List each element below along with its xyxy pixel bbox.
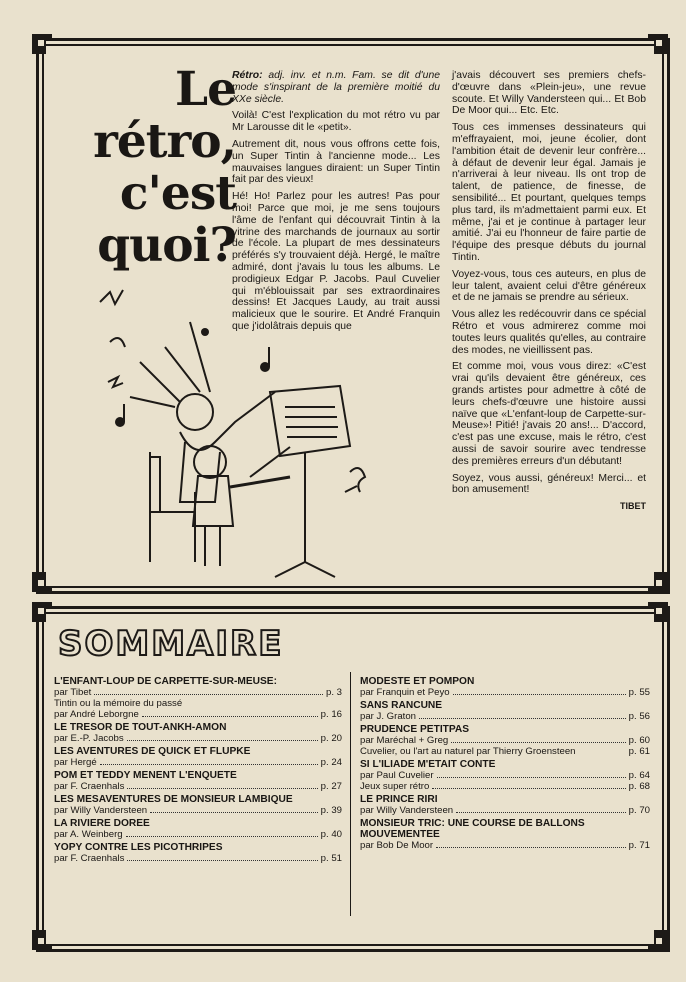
corner-ornament-icon	[30, 928, 54, 952]
toc-entry-title: LE PRINCE RIRI	[360, 794, 438, 805]
toc-line-text: par Maréchal + Greg	[360, 735, 449, 746]
toc-page: p. 61	[628, 746, 650, 757]
toc-page: p. 60	[628, 735, 650, 746]
title-line: c'est	[119, 166, 236, 221]
title-line: rétro,	[93, 114, 236, 169]
toc-line	[54, 781, 342, 792]
toc-page: p. 55	[628, 687, 650, 698]
toc-page: p. 3	[325, 687, 342, 698]
toc-entry[interactable]	[360, 759, 650, 792]
toc-line-text: par André Leborgne	[54, 709, 139, 720]
toc-page: p. 40	[320, 829, 342, 840]
toc-entry[interactable]	[360, 818, 650, 851]
toc-line-text: par Bob De Moor	[360, 840, 434, 851]
toc-entry[interactable]	[54, 794, 342, 816]
toc-line	[360, 735, 650, 746]
toc-line	[54, 757, 342, 768]
toc-entry-title: POM ET TEDDY MENENT L'ENQUETE	[54, 770, 237, 781]
toc-line	[54, 733, 342, 744]
toc-line	[360, 687, 650, 698]
toc-line-text: Cuvelier, ou l'art au naturel par Thierry Groensteen	[360, 746, 576, 757]
toc-entry-title: MODESTE ET POMPON	[360, 676, 475, 687]
toc-line	[360, 770, 650, 781]
toc-page: p. 24	[320, 757, 342, 768]
title-line: quoi?	[97, 218, 236, 273]
toc-line-text: par F. Craenhals	[54, 781, 125, 792]
toc-line	[360, 840, 650, 851]
toc-entry-title: LA RIVIERE DOREE	[54, 818, 150, 829]
editorial-paragraph: Hé! Ho! Parlez pour les autres! Pas pour moi! Parce que moi, je me sens toujours l'âme de l'enfant qui découvrait Tintin à la vitrine des marchands de journaux au sortir de l'école. La plupart de mes dessinateurs préférés s'y trouvaient déjà. Hergé, le maître admiré, dont j'avais lu tous les albums. Le prodigieux Edgar P. Jacobs. Paul Cuvelier qui m'éblouissait par ses extraordinaires dessins! Et Jacques Laudy, au trait aussi malicieux que le sourire. Et André Franquin que j'idolâtrais depuis que	[232, 191, 440, 332]
toc-page: p. 64	[628, 770, 650, 781]
editorial-paragraph: j'avais découvert ses premiers chefs-d'œuvre dans «Plein-jeu», une revue scoute. Et Willy Vandersteen qui... Et Bob De Moor qui... Etc. Etc.	[452, 70, 646, 117]
editorial-paragraph: Tous ces immenses dessinateurs qui m'effrayaient, moi, jeune écolier, dont l'ambition était de devenir leur confrère... à défaut de devenir leur égal. Jamais je n'arriverai à leur niveau. Ils ont trop de talent, de patience, de finesse, de sensibilité... Et pourtant, quelques temps plus tard, ils m'admettaient parmi eux. Et même, j'ai et je continue à partager leur amitié. J'ai eu l'honneur de faire partie de l'équipe des presque débuts du journal Tintin.	[452, 122, 646, 263]
toc-page: p. 20	[320, 733, 342, 744]
corner-ornament-icon	[30, 570, 54, 594]
corner-ornament-icon	[646, 928, 670, 952]
toc-line	[360, 805, 650, 816]
toc-line-text: Tintin ou la mémoire du passé	[54, 698, 183, 709]
signature: TIBET	[620, 501, 646, 512]
toc-line	[54, 698, 342, 709]
toc-line-text: par Willy Vandersteen	[54, 805, 148, 816]
toc-entry[interactable]	[360, 676, 650, 698]
toc-entry-title: PRUDENCE PETITPAS	[360, 724, 470, 735]
toc-line-text: par Tibet	[54, 687, 92, 698]
corner-ornament-icon	[30, 600, 54, 624]
toc-entry-title: SI L'ILIADE M'ETAIT CONTE	[360, 759, 496, 770]
editorial-title	[66, 64, 236, 272]
toc-entry[interactable]	[360, 794, 650, 816]
editorial-column-2	[452, 70, 646, 513]
toc-entry[interactable]	[54, 676, 342, 720]
editorial-paragraph: Autrement dit, nous vous offrons cette fois, un Super Tintin à l'ancienne mode... Les mauvaises langues diraient: un Super Tintin fait par des vieux!	[232, 138, 440, 186]
toc-page: p. 70	[628, 805, 650, 816]
toc-line	[54, 805, 342, 816]
corner-ornament-icon	[30, 32, 54, 56]
corner-ornament-icon	[646, 570, 670, 594]
toc-line-text: par A. Weinberg	[54, 829, 123, 840]
definition-term: Rétro:	[232, 70, 263, 81]
toc-entry-title: YOPY CONTRE LES PICOTHRIPES	[54, 842, 223, 853]
editorial-paragraph: Et comme moi, vous vous direz: «C'est vrai qu'ils devaient être généreux, ces grands artistes pour admettre à côté de leurs chefs-d'œuvre une histoire aussi naïve que «L'enfant-loup de Carpette-sur-Meuse»! Pitié! j'avais 20 ans!... D'accord, c'est pas une excuse, mais le rétro, c'est aussi de savoir sourire avec tendresse des premières erreurs d'un débutant!	[452, 361, 646, 467]
toc-line-text: par Paul Cuvelier	[360, 770, 434, 781]
toc-entry[interactable]	[360, 724, 650, 757]
toc-entry-title: LES AVENTURES DE QUICK ET FLUPKE	[54, 746, 251, 757]
toc-line-text: Jeux super rétro	[360, 781, 430, 792]
corner-ornament-icon	[646, 32, 670, 56]
toc-entry-title: LE TRESOR DE TOUT-ANKH-AMON	[54, 722, 227, 733]
toc-page: p. 71	[628, 840, 650, 851]
toc-line-text: par Willy Vandersteen	[360, 805, 454, 816]
toc-entry-title: SANS RANCUNE	[360, 700, 443, 711]
toc-page: p. 27	[320, 781, 342, 792]
toc-entry[interactable]	[54, 770, 342, 792]
editorial-paragraph: Soyez, vous aussi, généreux! Merci... et bon amusement!	[452, 472, 646, 496]
toc-entry[interactable]	[54, 818, 342, 840]
toc-entry[interactable]	[54, 746, 342, 768]
editorial-paragraph: Voilà! C'est l'explication du mot rétro vu par Mr Larousse dit le «petit».	[232, 110, 440, 134]
toc-entry-title: MONSIEUR TRIC: UNE COURSE DE BALLONS MOUVEMENTEE	[360, 818, 585, 840]
toc-left-column	[54, 676, 342, 866]
column-divider	[350, 672, 351, 916]
title-line: Le	[175, 62, 236, 117]
sommaire-title: SOMMAIRE	[58, 624, 284, 664]
toc-line-text: par E.-P. Jacobs	[54, 733, 124, 744]
toc-line-text: par Franquin et Peyo	[360, 687, 450, 698]
toc-page: p. 39	[320, 805, 342, 816]
definition-text: adj. inv. et n.m. Fam. se dit d'une mode s'inspirant de la première moitié du XXe siècle.	[232, 70, 441, 105]
toc-entry-title: LES MESAVENTURES DE MONSIEUR LAMBIQUE	[54, 794, 293, 805]
toc-entry[interactable]	[360, 700, 650, 722]
toc-line-text: par Hergé	[54, 757, 97, 768]
toc-page: p. 56	[628, 711, 650, 722]
toc-entry-title: L'ENFANT-LOUP DE CARPETTE-SUR-MEUSE:	[54, 676, 277, 687]
toc-page: p. 16	[320, 709, 342, 720]
toc-entry[interactable]	[54, 722, 342, 744]
toc-line	[54, 829, 342, 840]
toc-entry[interactable]	[54, 842, 342, 864]
toc-line	[54, 709, 342, 720]
toc-line	[360, 711, 650, 722]
toc-line	[360, 781, 650, 792]
toc-page: p. 51	[320, 853, 342, 864]
editorial-paragraph: Vous allez les redécouvrir dans ce spécial Rétro et vous admirerez comme moi toutes leurs qualités qu'elles, au contraire des modes, ne vieillissent pas.	[452, 309, 646, 356]
toc-line	[54, 853, 342, 864]
toc-page: p. 68	[628, 781, 650, 792]
toc-line	[54, 687, 342, 698]
editorial-paragraph: Voyez-vous, tous ces auteurs, en plus de leur talent, avaient celui d'être généreux et de ne jamais se prendre au sérieux.	[452, 268, 646, 304]
toc-line-text: par F. Craenhals	[54, 853, 125, 864]
editorial-column-1	[232, 70, 440, 338]
toc-right-column	[360, 676, 650, 853]
corner-ornament-icon	[646, 600, 670, 624]
toc-line-text: par J. Graton	[360, 711, 416, 722]
toc-line	[360, 746, 650, 757]
